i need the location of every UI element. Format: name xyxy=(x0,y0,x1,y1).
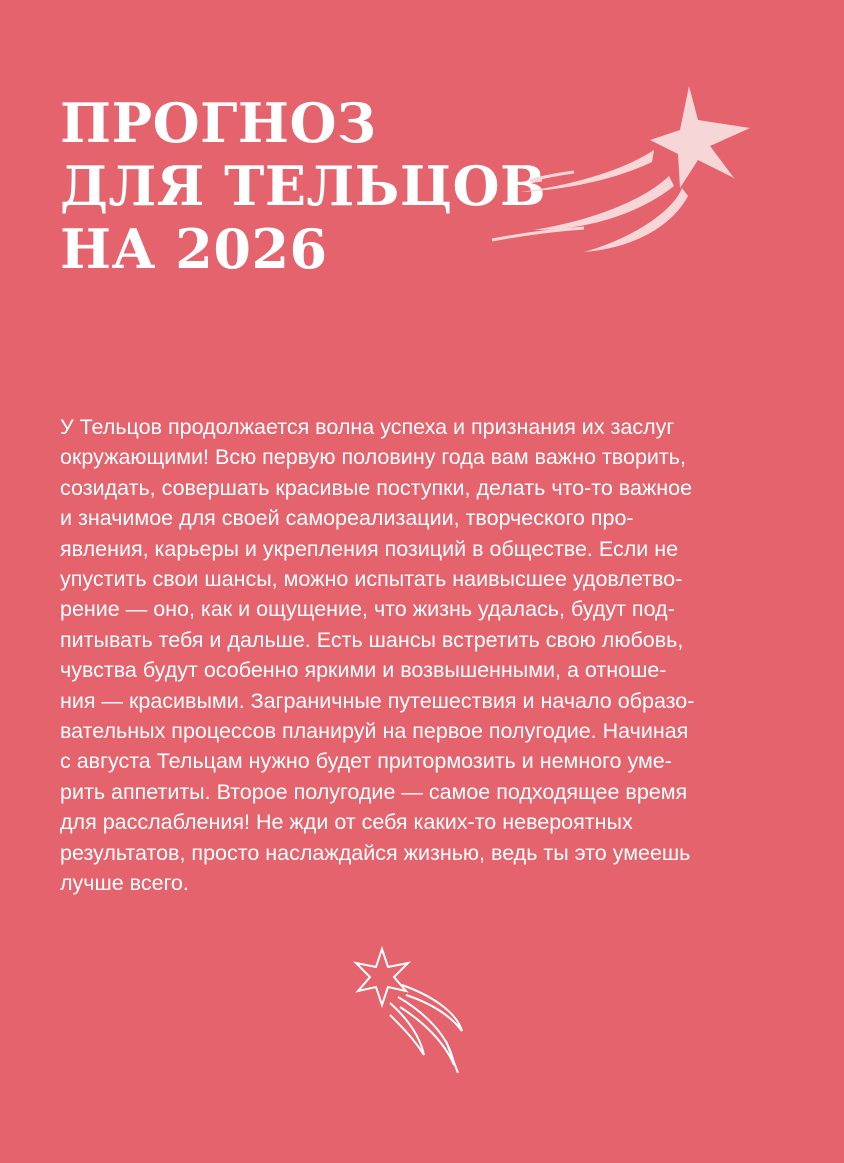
title-line-3: НА 2026 xyxy=(60,217,328,281)
text-line: чувства будут особенно яркими и возвышенными, а отноше- xyxy=(60,658,667,683)
title-line-1: ПРОГНОЗ xyxy=(60,91,377,155)
text-line: созидать, совершать красивые поступки, делать что-то важное xyxy=(60,475,693,500)
title-line-2: ДЛЯ ТЕЛЬЦОВ xyxy=(60,154,547,218)
text-line: с августа Тельцам нужно будет притормозить и немного уме- xyxy=(60,749,672,774)
text-line: лучше всего. xyxy=(60,871,189,896)
text-line: результатов, просто наслаждайся жизнью, ведь ты это умеешь xyxy=(60,840,691,865)
text-line: ния — красивыми. Заграничные путешествия и начало образо- xyxy=(60,688,695,713)
shooting-star-filled-icon xyxy=(484,80,764,275)
text-line: явления, карьеры и укрепления позиций в обществе. Если не xyxy=(60,536,679,561)
text-line: рение — оно, как и ощущение, что жизнь удалась, будут под- xyxy=(60,597,675,622)
forecast-text xyxy=(60,412,790,899)
text-line: упустить свои шансы, можно испытать наивысшее удовлетво- xyxy=(60,567,683,592)
text-line: рить аппетиты. Второе полугодие — самое подходящее время xyxy=(60,779,688,804)
shooting-star-outline-icon xyxy=(350,945,480,1085)
text-line: вательных процессов планируй на первое полугодие. Начиная xyxy=(60,719,689,744)
text-line: и значимое для своей самореализации, творческого про- xyxy=(60,506,634,531)
page-title xyxy=(60,92,546,281)
text-line: для расслабления! Не жди от себя каких-то невероятных xyxy=(60,810,633,835)
text-line: окружающими! Всю первую половину года вам важно творить, xyxy=(60,445,686,470)
text-line: питывать тебя и дальше. Есть шансы встретить свою любовь, xyxy=(60,627,684,652)
text-line: У Тельцов продолжается волна успеха и признания их заслуг xyxy=(60,415,675,439)
